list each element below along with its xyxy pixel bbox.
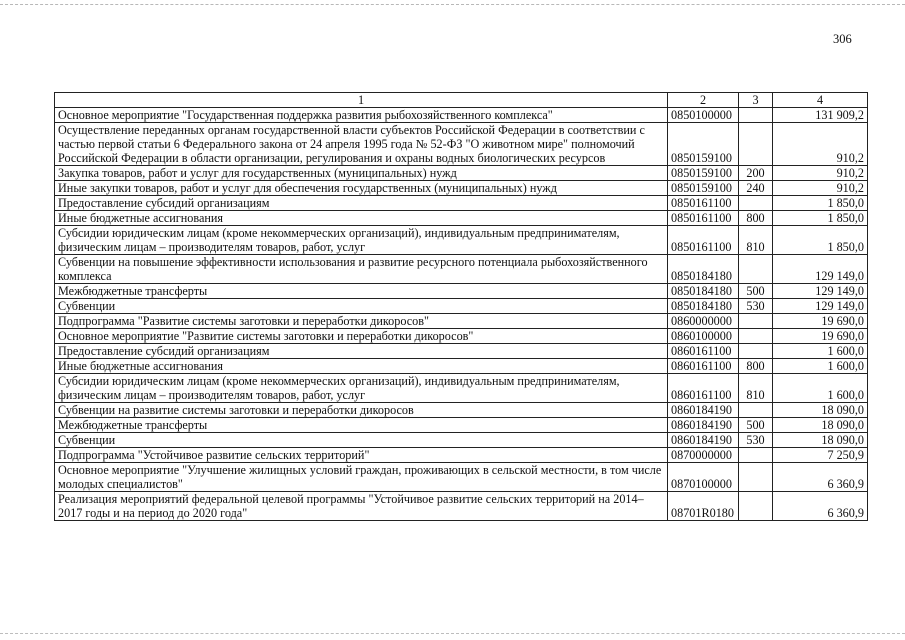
row-code-cell: 0850159100	[668, 181, 739, 196]
row-expense-type-cell: 530	[739, 299, 773, 314]
header-col-4: 4	[773, 93, 868, 108]
table-row	[55, 108, 868, 123]
row-amount-cell: 910,2	[773, 123, 868, 166]
row-expense-type-cell	[739, 314, 773, 329]
table-row	[55, 418, 868, 433]
row-expense-type-cell	[739, 255, 773, 284]
row-expense-type-cell: 810	[739, 226, 773, 255]
row-name-cell: Иные бюджетные ассигнования	[55, 359, 668, 374]
row-amount-cell: 6 360,9	[773, 463, 868, 492]
row-expense-type-cell	[739, 448, 773, 463]
row-expense-type-cell	[739, 344, 773, 359]
table-row	[55, 433, 868, 448]
row-code-cell: 0860161100	[668, 359, 739, 374]
table-row	[55, 196, 868, 211]
budget-table	[54, 92, 868, 521]
row-amount-cell: 1 600,0	[773, 374, 868, 403]
table-row	[55, 181, 868, 196]
row-code-cell: 0860184190	[668, 403, 739, 418]
row-code-cell: 0860184190	[668, 418, 739, 433]
row-name-cell: Реализация мероприятий федеральной целевой программы "Устойчивое развитие сельских территорий на 2014–2017 годы и на период до 2020 года"	[55, 492, 668, 521]
table-row	[55, 359, 868, 374]
row-expense-type-cell	[739, 463, 773, 492]
row-name-cell: Основное мероприятие "Развитие системы заготовки и переработки дикоросов"	[55, 329, 668, 344]
row-name-cell: Закупка товаров, работ и услуг для государственных (муниципальных) нужд	[55, 166, 668, 181]
row-name-cell: Субвенции на развитие системы заготовки и переработки дикоросов	[55, 403, 668, 418]
row-amount-cell: 18 090,0	[773, 418, 868, 433]
row-code-cell: 0860000000	[668, 314, 739, 329]
row-name-cell: Субвенции	[55, 433, 668, 448]
row-code-cell: 0850184180	[668, 299, 739, 314]
table-row	[55, 226, 868, 255]
row-code-cell: 0860100000	[668, 329, 739, 344]
row-code-cell: 0850159100	[668, 123, 739, 166]
scan-top-edge	[0, 4, 905, 5]
table-body	[55, 108, 868, 521]
row-name-cell: Субсидии юридическим лицам (кроме некоммерческих организаций), индивидуальным предпринимателям, физическим лицам – производителям товаров, работ, услуг	[55, 226, 668, 255]
table-row	[55, 344, 868, 359]
row-name-cell: Осуществление переданных органам государственной власти субъектов Российской Федерации в соответствии с частью первой статьи 6 Федерального закона от 24 апреля 1995 года № 52-ФЗ "О животном мире" полномочий Российской Федерации в области организации, регулирования и охраны водных биологических ресурсов	[55, 123, 668, 166]
row-amount-cell: 7 250,9	[773, 448, 868, 463]
row-amount-cell: 1 850,0	[773, 196, 868, 211]
table-row	[55, 448, 868, 463]
row-name-cell: Межбюджетные трансферты	[55, 418, 668, 433]
row-expense-type-cell	[739, 196, 773, 211]
row-amount-cell: 129 149,0	[773, 299, 868, 314]
row-expense-type-cell	[739, 403, 773, 418]
table-row	[55, 314, 868, 329]
row-amount-cell: 910,2	[773, 166, 868, 181]
row-expense-type-cell: 800	[739, 359, 773, 374]
row-expense-type-cell	[739, 329, 773, 344]
table-row	[55, 166, 868, 181]
row-name-cell: Основное мероприятие "Улучшение жилищных условий граждан, проживающих в сельской местности, в том числе молодых специалистов"	[55, 463, 668, 492]
row-name-cell: Субвенции на повышение эффективности использования и развитие ресурсного потенциала рыбохозяйственного комплекса	[55, 255, 668, 284]
row-amount-cell: 910,2	[773, 181, 868, 196]
row-name-cell: Субсидии юридическим лицам (кроме некоммерческих организаций), индивидуальным предпринимателям, физическим лицам – производителям товаров, работ, услуг	[55, 374, 668, 403]
page-number: 306	[833, 32, 852, 46]
row-expense-type-cell: 800	[739, 211, 773, 226]
row-amount-cell: 19 690,0	[773, 314, 868, 329]
row-name-cell: Подпрограмма "Развитие системы заготовки и переработки дикоросов"	[55, 314, 668, 329]
table-row	[55, 374, 868, 403]
row-code-cell: 0860161100	[668, 344, 739, 359]
row-expense-type-cell: 530	[739, 433, 773, 448]
row-name-cell: Предоставление субсидий организациям	[55, 344, 668, 359]
table-row	[55, 211, 868, 226]
row-amount-cell: 18 090,0	[773, 403, 868, 418]
scan-bottom-edge	[0, 633, 905, 634]
row-amount-cell: 1 850,0	[773, 211, 868, 226]
table-row	[55, 284, 868, 299]
row-amount-cell: 1 850,0	[773, 226, 868, 255]
row-name-cell: Иные закупки товаров, работ и услуг для обеспечения государственных (муниципальных) нужд	[55, 181, 668, 196]
row-code-cell: 0870000000	[668, 448, 739, 463]
row-code-cell: 0850161100	[668, 196, 739, 211]
header-col-1: 1	[55, 93, 668, 108]
row-name-cell: Предоставление субсидий организациям	[55, 196, 668, 211]
row-code-cell: 0850161100	[668, 211, 739, 226]
row-code-cell: 0860161100	[668, 374, 739, 403]
row-amount-cell: 19 690,0	[773, 329, 868, 344]
row-amount-cell: 18 090,0	[773, 433, 868, 448]
row-code-cell: 0870100000	[668, 463, 739, 492]
table-row	[55, 299, 868, 314]
row-expense-type-cell	[739, 123, 773, 166]
row-code-cell: 08701R0180	[668, 492, 739, 521]
row-name-cell: Иные бюджетные ассигнования	[55, 211, 668, 226]
table-row	[55, 403, 868, 418]
row-name-cell: Межбюджетные трансферты	[55, 284, 668, 299]
row-code-cell: 0850184180	[668, 284, 739, 299]
row-expense-type-cell	[739, 108, 773, 123]
row-amount-cell: 6 360,9	[773, 492, 868, 521]
row-expense-type-cell: 240	[739, 181, 773, 196]
table-row	[55, 255, 868, 284]
row-expense-type-cell	[739, 492, 773, 521]
row-expense-type-cell: 810	[739, 374, 773, 403]
header-row	[55, 93, 868, 108]
row-expense-type-cell: 500	[739, 418, 773, 433]
row-name-cell: Основное мероприятие "Государственная поддержка развития рыбохозяйственного комплекса"	[55, 108, 668, 123]
row-code-cell: 0850100000	[668, 108, 739, 123]
header-col-3: 3	[739, 93, 773, 108]
table-row	[55, 329, 868, 344]
row-amount-cell: 1 600,0	[773, 344, 868, 359]
row-code-cell: 0850159100	[668, 166, 739, 181]
row-amount-cell: 129 149,0	[773, 284, 868, 299]
table-row	[55, 492, 868, 521]
row-amount-cell: 1 600,0	[773, 359, 868, 374]
row-amount-cell: 129 149,0	[773, 255, 868, 284]
row-expense-type-cell: 500	[739, 284, 773, 299]
header-col-2: 2	[668, 93, 739, 108]
row-code-cell: 0850184180	[668, 255, 739, 284]
row-name-cell: Подпрограмма "Устойчивое развитие сельских территорий"	[55, 448, 668, 463]
row-code-cell: 0860184190	[668, 433, 739, 448]
row-name-cell: Субвенции	[55, 299, 668, 314]
row-code-cell: 0850161100	[668, 226, 739, 255]
row-expense-type-cell: 200	[739, 166, 773, 181]
table-row	[55, 463, 868, 492]
row-amount-cell: 131 909,2	[773, 108, 868, 123]
table-row	[55, 123, 868, 166]
